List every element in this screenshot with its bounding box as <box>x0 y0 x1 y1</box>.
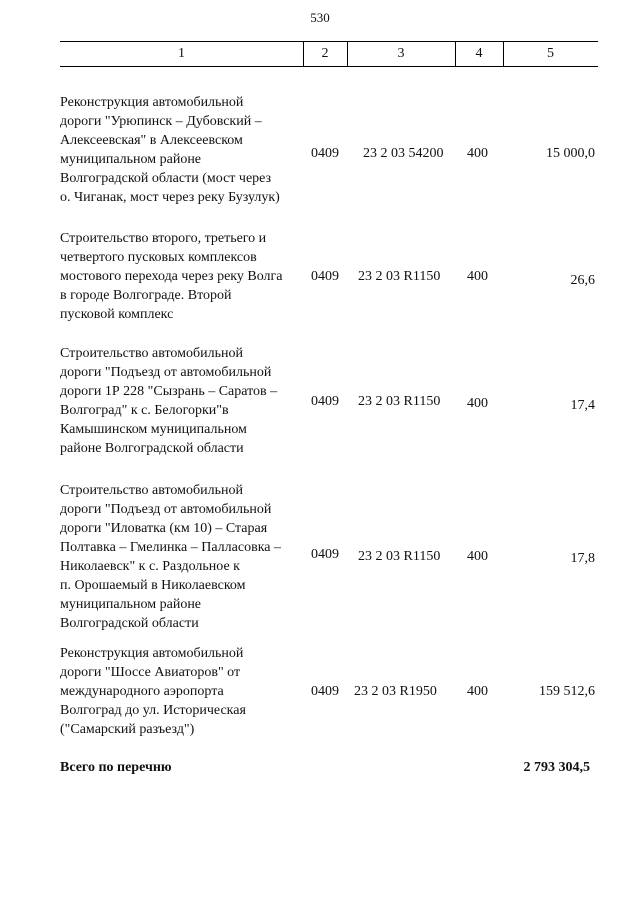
row-code: 0409 <box>311 146 339 161</box>
row-name: Строительство автомобильной дороги "Подъезд от автомобильной дороги "Иловатка (км 10) – Старая Полтавка – Гмелинка – Палласовка – Николаевск" к с. Раздольное к п. Орошаемый в Николаевском муниципальном районе Волгоградской области <box>60 483 281 631</box>
header-col-2: 2 <box>321 46 329 61</box>
row-amount: 17,4 <box>570 398 595 413</box>
header-col-1: 1 <box>178 46 185 61</box>
row-name: Реконструкция автомобильной дороги "Урюпинск – Дубовский – Алексеевская" в Алексеевском муниципальном районе Волгоградской области (мост через о. Чиганак, мост через реку Бузулук) <box>60 95 280 205</box>
header-col-4: 4 <box>475 46 483 61</box>
row-target: 23 2 03 R1150 <box>358 269 441 284</box>
row-amount: 17,8 <box>570 551 595 566</box>
row-target: 23 2 03 R1950 <box>354 684 437 699</box>
row-type: 400 <box>467 396 488 411</box>
header-col-5: 5 <box>547 46 554 61</box>
row-amount: 15 000,0 <box>546 146 595 161</box>
row-type: 400 <box>467 684 488 699</box>
row-type: 400 <box>467 549 488 564</box>
page-number: 530 <box>310 10 330 25</box>
row-name: Строительство автомобильной дороги "Подъезд от автомобильной дороги 1Р 228 "Сызрань – Саратов – Волгоград" к с. Белогорки"в Камышинском муниципальном районе Волгоградской области <box>60 346 278 456</box>
row-code: 0409 <box>311 394 339 409</box>
header-col-3: 3 <box>397 46 405 61</box>
row-code: 0409 <box>311 547 339 562</box>
row-type: 400 <box>467 269 488 284</box>
row-type: 400 <box>467 146 488 161</box>
row-code: 0409 <box>311 684 339 699</box>
row-target: 23 2 03 R1150 <box>358 549 441 564</box>
total-label: Всего по перечню <box>60 760 172 775</box>
row-code: 0409 <box>311 269 339 284</box>
row-target: 23 2 03 54200 <box>363 146 444 161</box>
row-name: Реконструкция автомобильной дороги "Шоссе Авиаторов" от международного аэропорта Волгоград до ул. Историческая ("Самарский разъезд") <box>60 646 246 737</box>
table-header <box>60 41 598 67</box>
row-amount: 26,6 <box>570 273 595 288</box>
total-value: 2 793 304,5 <box>523 760 590 775</box>
row-name: Строительство второго, третьего и четвертого пусковых комплексов мостового перехода через реку Волга в городе Волгограде. Второй пусковой комплекс <box>60 231 283 322</box>
row-target: 23 2 03 R1150 <box>358 394 441 409</box>
row-amount: 159 512,6 <box>539 684 595 699</box>
